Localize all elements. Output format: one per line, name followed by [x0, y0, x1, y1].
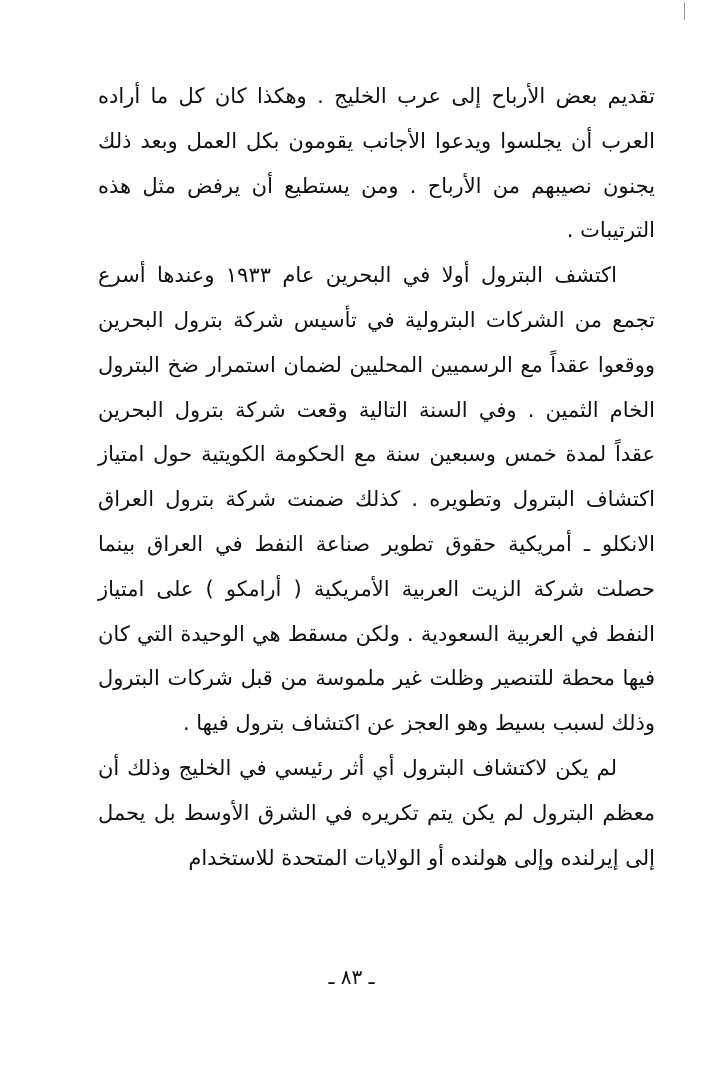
page-corner-mark [684, 2, 691, 20]
paragraph-2: اكتشف البترول أولا في البحرين عام ١٩٣٣ وعندها أسرع تجمع من الشركات البترولية في تأسيس شركة بترول البحرين ووقعوا عقداً مع الرسميين المحليين لضمان استمرار ضخ البترول الخام الثمين . وفي السنة التالية وقعت شركة بترول البحرين عقداً لمدة خمس وسبعين سنة مع الحكومة الكويتية حول امتياز اكتشاف البترول وتطويره . كذلك ضمنت شركة بترول العراق الانكلو ـ أمريكية حقوق تطوير صناعة النفط في العراق بينما حصلت شركة الزيت العربية الأمريكية ( أرامكو ) على امتياز النفط في العربية السعودية . ولكن مسقط هي الوحيدة التي كان فيها محطة للتنصير وظلت غير ملموسة من قبل شركات البترول وذلك لسبب بسيط وهو العجز عن اكتشاف بترول فيها . [98, 263, 655, 736]
page-number: ـ ٨٣ ـ [328, 965, 375, 989]
paragraph-1: تقديم بعض الأرباح إلى عرب الخليج . وهكذا كان كل ما أراده العرب أن يجلسوا ويدعوا الأجانب يقومون بكل العمل وبعد ذلك يجنون نصيبهم من الأرباح . ومن يستطيع أن يرفض مثل هذه الترتيبات . [98, 84, 655, 243]
body-text [98, 74, 655, 880]
paragraph-3: لم يكن لاكتشاف البترول أي أثر رئيسي في الخليج وذلك أن معظم البترول لم يكن يتم تكريره في الشرق الأوسط بل يحمل إلى إيرلنده وإلى هولنده أو الولايات المتحدة للاستخدام [98, 755, 655, 870]
